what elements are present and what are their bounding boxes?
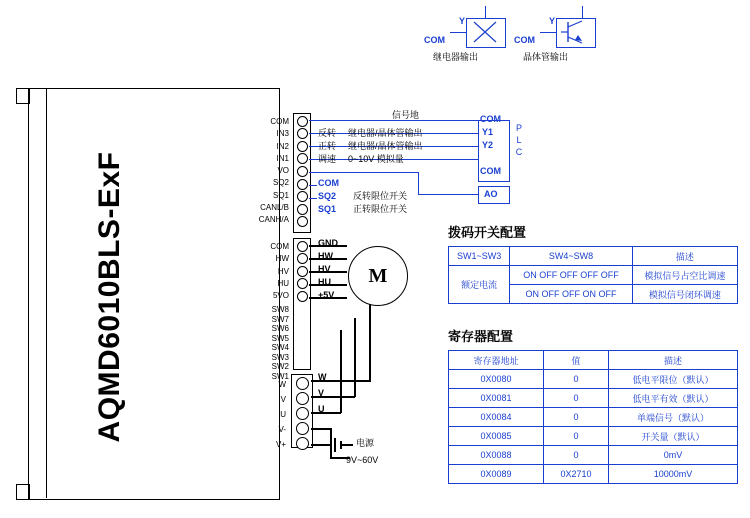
transistor-com-label: COM xyxy=(514,35,535,45)
table-header-row xyxy=(449,247,738,266)
dip-header-0: SW1~SW3 xyxy=(449,247,510,266)
table-row xyxy=(449,370,738,389)
plc-term-ao: AO xyxy=(484,189,498,199)
wire-battery-out xyxy=(341,444,353,446)
pin-canh[interactable] xyxy=(297,216,308,227)
pin-label: W xyxy=(278,380,286,389)
relay-com-label: COM xyxy=(424,35,445,45)
pin-label: HW xyxy=(275,254,289,264)
pin-label: SW5 xyxy=(271,333,289,343)
plc-term-y1: Y1 xyxy=(482,127,494,137)
label-5v: +5V xyxy=(318,290,335,300)
reg-desc: 10000mV xyxy=(609,465,738,484)
pin-label: HV xyxy=(277,266,289,276)
wire-phase-u xyxy=(311,412,341,414)
plc-term-com1: COM xyxy=(480,114,501,124)
pin-label: VO xyxy=(277,166,289,176)
pin-label: SW6 xyxy=(271,324,289,333)
pin-in3[interactable] xyxy=(297,128,308,139)
desc-sq2: 反转限位开关 xyxy=(353,191,408,201)
label-com-signal: COM xyxy=(318,178,339,188)
pin-label: SQ1 xyxy=(272,190,289,200)
pin-label: CANH/A xyxy=(258,215,289,225)
relay-com-wire xyxy=(450,32,466,33)
table-header-row xyxy=(449,351,738,370)
relay-caption: 继电器输出 xyxy=(433,52,479,62)
pin-canl[interactable] xyxy=(297,204,308,215)
reg-addr: 0X0088 xyxy=(449,446,544,465)
reg-desc: 低电平限位（默认） xyxy=(609,370,738,389)
plc-term-com2: COM xyxy=(480,166,501,176)
motor-symbol: M xyxy=(348,246,408,306)
wire-com-signal xyxy=(309,120,478,121)
reg-addr: 0X0084 xyxy=(449,408,544,427)
pin-label: V+ xyxy=(275,440,286,449)
dip-switch-names xyxy=(225,305,289,381)
pin-w[interactable] xyxy=(296,377,309,390)
reg-desc: 单端信号（默认） xyxy=(609,408,738,427)
pin-sq1[interactable] xyxy=(297,191,308,202)
pin-label: SW1 xyxy=(271,371,289,381)
pin-vplus[interactable] xyxy=(296,437,309,450)
dip-header-2: 描述 xyxy=(632,247,737,266)
label-gnd: GND xyxy=(318,238,338,248)
pin-in1[interactable] xyxy=(297,153,308,164)
pin-hv[interactable] xyxy=(297,266,308,277)
reg-header-0: 寄存器地址 xyxy=(449,351,544,370)
reg-desc: 开关量（默认） xyxy=(609,427,738,446)
reg-value: 0 xyxy=(544,408,609,427)
desc-forward: 继电器/晶体管输出 xyxy=(348,141,423,151)
table-row xyxy=(449,408,738,427)
transistor-y-wire xyxy=(582,6,583,18)
pin-label: CANL/B xyxy=(260,203,289,213)
pin-label: SW2 xyxy=(271,362,289,371)
dip-table-title: 拨码开关配置 xyxy=(448,225,527,240)
register-table xyxy=(448,350,738,484)
relay-y-wire xyxy=(485,6,486,18)
label-sq1: SQ1 xyxy=(318,204,337,214)
label-speed: 调速 xyxy=(318,154,337,164)
wire-phase-u-riser xyxy=(340,330,342,413)
pin-com-hall[interactable] xyxy=(297,241,308,252)
table-row xyxy=(449,266,738,285)
label-hu: HU xyxy=(318,277,331,287)
plc-label xyxy=(512,122,526,158)
pin-label: COM xyxy=(270,242,289,251)
label-hw: HW xyxy=(318,251,333,261)
label-phase-v: V xyxy=(318,388,325,398)
reg-desc: 低电平有效（默认） xyxy=(609,389,738,408)
table-row xyxy=(449,389,738,408)
reg-addr: 0X0081 xyxy=(449,389,544,408)
pin-label: HU xyxy=(277,278,289,288)
device-model-label: AQMD6010BLS-ExF xyxy=(93,151,126,443)
reg-value: 0X2710 xyxy=(544,465,609,484)
pin-label: V xyxy=(280,395,286,404)
terminal-names-signal xyxy=(225,116,289,227)
plc-letter-c: C xyxy=(515,147,523,157)
terminal-block-power xyxy=(291,374,313,448)
pin-vo[interactable] xyxy=(297,166,308,177)
label-phase-w: W xyxy=(318,372,327,382)
pin-sq2[interactable] xyxy=(297,179,308,190)
reg-value: 0 xyxy=(544,389,609,408)
pin-label: 5VO xyxy=(272,291,289,301)
driver-left-rail xyxy=(28,88,47,498)
pin-label: COM xyxy=(270,117,289,126)
pin-hu[interactable] xyxy=(297,278,308,289)
wire-vminus xyxy=(311,428,331,430)
pin-label: SQ2 xyxy=(272,178,289,188)
pin-label: V- xyxy=(278,425,286,434)
dip-header-1: SW4~SW8 xyxy=(510,247,633,266)
relay-y-label: Y xyxy=(459,16,466,26)
label-sq2: SQ2 xyxy=(318,191,337,201)
relay-contact-icon xyxy=(466,18,504,46)
wire-vo-drop xyxy=(418,172,419,194)
desc-speed: 0~10V 模拟量 xyxy=(348,154,404,164)
dip-switch-table xyxy=(448,246,738,304)
reg-value: 0 xyxy=(544,446,609,465)
plc-term-y2: Y2 xyxy=(482,140,494,150)
driver-mount-foot-bottom xyxy=(16,484,30,500)
dip-cell-desc-a: 模拟信号占空比调速 xyxy=(632,266,737,285)
pin-label: SW8 xyxy=(271,305,289,314)
pin-vminus[interactable] xyxy=(296,422,309,435)
label-phase-u: U xyxy=(318,404,325,414)
pin-label: SW7 xyxy=(271,314,289,324)
dip-cell-current: 额定电流 xyxy=(449,266,510,304)
wire-vo-com xyxy=(418,194,478,195)
pin-v[interactable] xyxy=(296,392,309,405)
reg-header-2: 描述 xyxy=(609,351,738,370)
label-signal-ground: 信号地 xyxy=(392,110,420,120)
wire-vplus xyxy=(311,444,331,446)
reg-addr: 0X0080 xyxy=(449,370,544,389)
desc-reverse: 继电器/晶体管输出 xyxy=(348,128,423,138)
transistor-icon xyxy=(556,18,594,46)
reg-value: 0 xyxy=(544,370,609,389)
reg-value: 0 xyxy=(544,427,609,446)
terminal-names-power xyxy=(238,377,286,452)
reg-addr: 0X0085 xyxy=(449,427,544,446)
plc-letter-l: L xyxy=(516,135,522,145)
plc-letter-p: P xyxy=(515,123,522,133)
pin-label: SW3 xyxy=(271,352,289,362)
reg-table-title: 寄存器配置 xyxy=(448,329,514,344)
reg-header-1: 值 xyxy=(544,351,609,370)
wire-power-vertical-left xyxy=(330,428,332,458)
label-power: 电源 xyxy=(356,438,375,448)
label-forward: 正转 xyxy=(318,141,337,151)
pin-label: IN3 xyxy=(276,129,289,139)
pin-com[interactable] xyxy=(297,116,308,127)
transistor-com-wire xyxy=(540,32,556,33)
transistor-y-label: Y xyxy=(549,16,556,26)
pin-label: IN1 xyxy=(276,153,289,163)
wire-sq2 xyxy=(309,185,317,186)
pin-5vo[interactable] xyxy=(297,291,308,302)
table-row xyxy=(449,446,738,465)
reg-desc: 0mV xyxy=(609,446,738,465)
wire-sq1 xyxy=(309,198,317,199)
terminal-names-hall xyxy=(225,241,289,302)
transistor-caption: 晶体管输出 xyxy=(523,52,569,62)
dip-cell-sw48-b: ON OFF OFF ON OFF xyxy=(510,285,633,304)
table-row xyxy=(449,427,738,446)
label-hv: HV xyxy=(318,264,331,274)
pin-hw[interactable] xyxy=(297,253,308,264)
wire-phase-w-riser xyxy=(369,304,371,381)
pin-label: U xyxy=(280,410,286,419)
driver-mount-foot-top xyxy=(16,88,30,104)
table-row xyxy=(449,465,738,484)
wire-vo xyxy=(309,172,419,173)
dip-cell-sw48-a: ON OFF OFF OFF OFF xyxy=(510,266,633,285)
pin-in2[interactable] xyxy=(297,141,308,152)
pin-label: IN2 xyxy=(276,141,289,151)
desc-sq1: 正转限位开关 xyxy=(353,204,408,214)
dip-cell-desc-b: 模拟信号闭环调速 xyxy=(632,285,737,304)
wire-phase-v-riser xyxy=(354,318,356,397)
label-power-range: 9V~60V xyxy=(346,455,379,465)
reg-addr: 0X0089 xyxy=(449,465,544,484)
pin-label: SW4 xyxy=(271,343,289,352)
battery-plate-long xyxy=(334,438,336,452)
pin-u[interactable] xyxy=(296,407,309,420)
label-reverse: 反转 xyxy=(318,128,337,138)
